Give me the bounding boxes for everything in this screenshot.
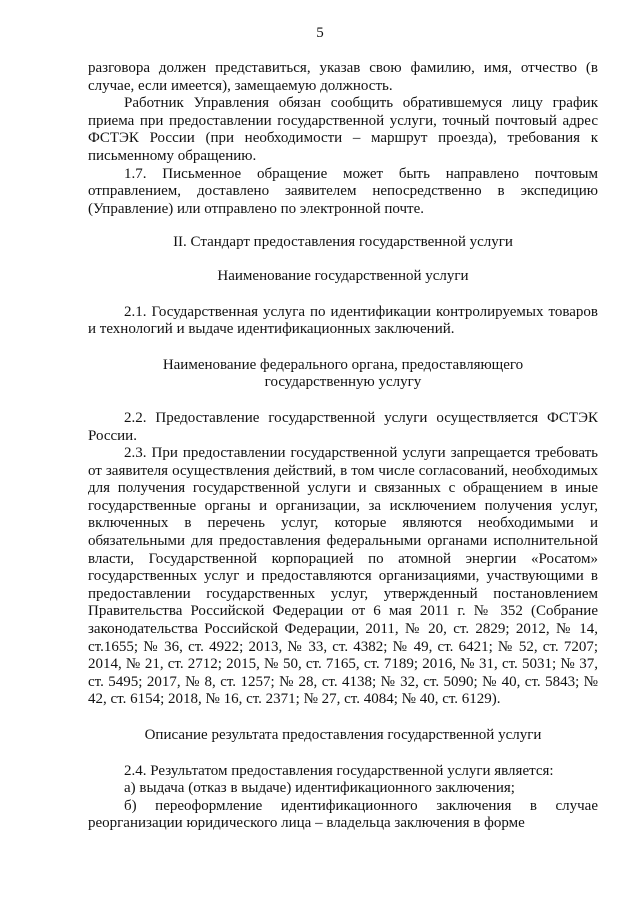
paragraph: 1.7. Письменное обращение может быть направлено почтовым отправлением, доставлено заявителем непосредственно в экспедицию (Управление) или отправлено по электронной почте.	[88, 165, 598, 217]
page-number: 5	[316, 25, 324, 41]
paragraph: 2.2. Предоставление государственной услуги осуществляется ФСТЭК России.	[88, 409, 598, 444]
paragraph: а) выдача (отказ в выдаче) идентификационного заключения;	[124, 780, 515, 797]
paragraph: 2.4. Результатом предоставления государственной услуги является:	[124, 762, 554, 779]
paragraph: 2.3. При предоставлении государственной услуги запрещается требовать от заявителя осуществления действий, в том числе согласований, необходимых для получения государственной услуги и связанных с обращением в иные государственные органы и организации, за исключением получения услуг, включенных в перечень услуг, которые являются необходимыми и обязательными для предоставления федеральными органами исполнительной власти, Государственной корпорацией по атомной энергии «Росатом» государственных услуг и предоставляются организациями, участвующими в предоставлении государственных услуг, утвержденный постановлением Правительства Российской Федерации от 6 мая 2011 г. № 352 (Собрание законодательства Российской Федерации, 2011, № 20, ст. 2829; 2012, № 14, ст.1655; № 36, ст. 4922; 2013, № 33, ст. 4382; № 49, ст. 6421; № 52, ст. 7207; 2014, № 21, ст. 2712; 2015, № 50, ст. 7165, ст. 7189; 2016, № 31, ст. 5031; № 37, ст. 5495; 2017, № 8, ст. 1257; № 28, ст. 4138; № 32, ст. 5090; № 40, ст. 5843; № 42, ст. 6154; 2018, № 16, ст. 2371; № 27, ст. 4084; № 40, ст. 6129).	[88, 445, 598, 708]
paragraph: б) переоформление идентификационного заключения в случае реорганизации юридического лица – владельца заключения в форме	[88, 797, 598, 832]
subsection-heading: Наименование федерального органа, предоставляющего	[162, 356, 524, 373]
paragraph: разговора должен представиться, указав свою фамилию, имя, отчество (в случае, если имеется), замещаемую должность.	[88, 60, 598, 94]
section-heading: II. Стандарт предоставления государственной услуги	[173, 234, 513, 251]
page-body	[88, 60, 598, 833]
paragraph: 2.1. Государственная услуга по идентификации контролируемых товаров и технологий и выдаче идентификационных заключений.	[88, 303, 598, 338]
paragraph: Работник Управления обязан сообщить обратившемуся лицу график приема при предоставлении государственной услуги, точный почтовый адрес ФСТЭК России (при необходимости – маршрут проезда), требования к письменному обращению.	[88, 95, 598, 164]
subsection-heading: Наименование государственной услуги	[217, 267, 469, 284]
subsection-heading-cont: государственную услугу	[264, 374, 422, 391]
subsection-heading: Описание результата предоставления государственной услуги	[144, 727, 542, 743]
